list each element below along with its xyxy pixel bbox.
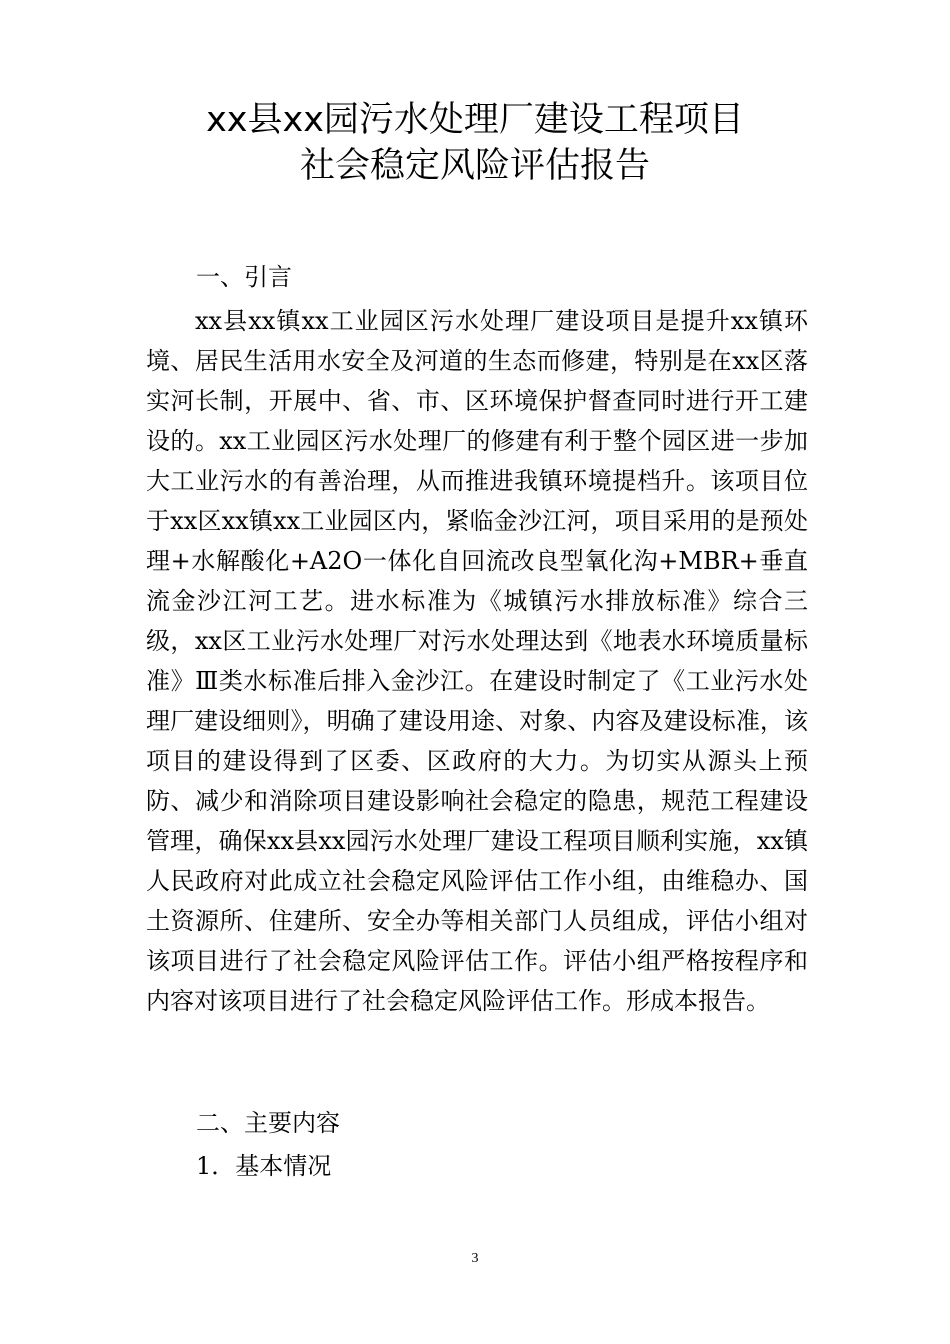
section-heading-introduction: 一、引言 [196, 263, 292, 291]
document-title-line2: 社会稳定风险评估报告 [299, 146, 650, 186]
section-heading-main-content: 二、主要内容 [196, 1109, 340, 1137]
introduction-paragraph: xx县xx镇xx工业园区污水处理厂建设项目是提升xx镇环境、居民生活用水安全及河道的生态而修建，特别是在xx区落实河长制，开展中、省、市、区环境保护督查同时进行开工建设的。xx工业园区污水处理厂的修建有利于整个园区进一步加大工业污水的有善治理，从而推进我镇环境提档升。该项目位于xx区xx镇xx工业园区内，紧临金沙江河，项目采用的是预处理+水解酸化+A2O一体化自回流改良型氧化沟+MBR+垂直流金沙江河工艺。进水标准为《城镇污水排放标准》综合三级，xx区工业污水处理厂对污水处理达到《地表水环境质量标准》Ⅲ类水标准后排入金沙江。在建设时制定了《工业污水处理厂建设细则》，明确了建设用途、对象、内容及建设标准，该项目的建设得到了区委、区政府的大力。为切实从源头上预防、减少和消除项目建设影响社会稳定的隐患，规范工程建设管理，确保xx县xx园污水处理厂建设工程项目顺利实施，xx镇人民政府对此成立社会稳定风险评估工作小组，由维稳办、国土资源所、住建所、安全办等相关部门人员组成，评估小组对该项目进行了社会稳定风险评估工作。评估小组严格按程序和内容对该项目进行了社会稳定风险评估工作。形成本报告。 [146, 307, 808, 1015]
document-title-line1: xx县xx园污水处理厂建设工程项目 [206, 100, 744, 140]
subsection-heading-basic-info: 1．基本情况 [196, 1152, 332, 1180]
page-number: 3 [471, 1251, 479, 1266]
